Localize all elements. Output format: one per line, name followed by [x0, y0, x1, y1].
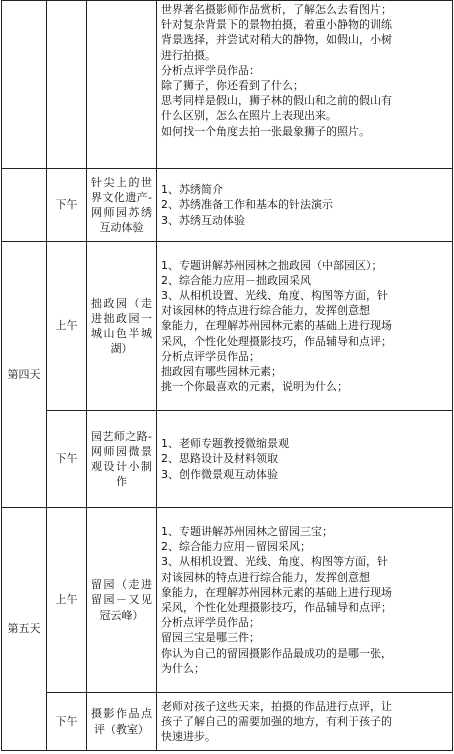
content-line: 1、专题讲解苏州园林之拙政园（中部园区）； [161, 258, 383, 272]
topic-cell [87, 1, 157, 169]
day-cell [2, 508, 47, 751]
day-cell [2, 242, 47, 508]
content-line: 进行拍摄。 [161, 48, 216, 62]
table-row [2, 693, 453, 751]
content-line: 3、苏绣互动体验 [161, 213, 245, 227]
topic-cell [87, 242, 157, 411]
content-line: 背景选择，并尝试对稍大的静物，如假山，小树 [161, 33, 392, 47]
content-cell [157, 1, 453, 169]
content-line: 挑一个你最喜欢的元素，说明为什么； [161, 380, 348, 394]
content-line: 象能力，在理解苏州园林元素的基础上进行现场 [161, 585, 392, 599]
content-cell [157, 242, 453, 411]
content-line: 3、创作微景观互动体验 [161, 467, 278, 481]
content-line: 老师对孩子这些天来，拍摄的作品进行点评，让 [161, 699, 392, 713]
period-cell [47, 411, 87, 508]
content-line: 思考同样是假山，狮子林的假山和之前的假山有 [161, 94, 392, 108]
topic-label: 留园（走进留园－又见冠云峰） [91, 578, 152, 622]
period-label: 上午 [55, 319, 78, 333]
content-line: 针对复杂背景下的景物拍摄，着重小静物的训练 [161, 18, 392, 32]
content-line: 采风，个性化处理摄影技巧，作品辅导和点评； [161, 601, 392, 614]
day-cell [2, 1, 47, 169]
content-cell [157, 411, 453, 508]
period-label: 上午 [55, 593, 78, 607]
content-line: 世界著名摄影师作品赏析，了解怎么去看图片； [161, 3, 392, 16]
content-line: 采风，个性化处理摄影技巧，作品辅导和点评； [161, 334, 392, 348]
table-row [2, 411, 453, 508]
period-cell [47, 1, 87, 169]
content-line: 孩子了解自己的需要加强的地方，有利于孩子的 [161, 714, 392, 728]
content-line: 2、苏绣准备工作和基本的针法演示 [161, 198, 333, 212]
content-line: 什么区别，怎么在照片上表现出来。 [161, 109, 337, 123]
period-cell [47, 242, 87, 411]
table-row [2, 508, 453, 693]
table-row [2, 1, 453, 169]
period-label: 下午 [55, 452, 78, 466]
content-line: 象能力，在理解苏州园林元素的基础上进行现场 [161, 319, 392, 333]
content-line: 分析点评学员作品； [161, 349, 260, 363]
day-label: 第四天 [7, 367, 41, 381]
topic-cell [87, 693, 157, 751]
topic-label: 摄影作品点评（教室） [91, 707, 152, 736]
content-line: 快速进步。 [161, 730, 216, 744]
content-line: 除了狮子，你还看到了什么； [161, 79, 304, 93]
content-cell [157, 693, 453, 751]
content-line: 1、苏绣简介 [161, 183, 223, 197]
period-label: 下午 [55, 198, 78, 212]
topic-cell [87, 169, 157, 242]
content-line: 1、老师专题教授微缩景观 [161, 437, 289, 451]
content-line: 拙政园有哪些园林元素； [161, 365, 282, 378]
table-row [2, 242, 453, 411]
content-line: 留园三宝是哪三件； [161, 631, 260, 645]
period-cell [47, 693, 87, 751]
content-line: 对该园林的特点进行综合能力，发挥创意想 [161, 304, 370, 318]
content-line: 对该园林的特点进行综合能力，发挥创意想 [161, 570, 370, 584]
topic-cell [87, 411, 157, 508]
topic-label: 针尖上的世界文化遗产-网师园苏绣互动体验 [91, 175, 152, 235]
period-cell [47, 508, 87, 693]
content-line: 2、思路设计及材料领取 [161, 452, 278, 466]
content-line: 为什么； [161, 661, 205, 675]
day-cell [2, 169, 47, 242]
content-cell [157, 169, 453, 242]
content-line: 1、专题讲解苏州园林之留园三宝； [161, 524, 333, 538]
period-cell [47, 169, 87, 242]
content-cell [157, 508, 453, 693]
table-row [2, 169, 453, 242]
topic-label: 园艺师之路-网师园微景观设计小制作 [91, 429, 152, 489]
content-line: 如何找一个角度去拍一张最象狮子的照片。 [161, 124, 370, 138]
content-line: 2、综合能力应用－拙政园采风 [161, 273, 311, 287]
content-line: 分析点评学员作品； [161, 616, 260, 630]
content-line: 你认为自己的留园摄影作品最成功的是哪一张， [161, 646, 392, 660]
schedule-table [1, 0, 453, 751]
content-line: 3、从相机设置、光线、角度、构图等方面，针 [161, 555, 388, 569]
topic-label: 拙政园（走进拙政园一城山色半城湖） [91, 296, 152, 356]
content-line: 2、综合能力应用－留园采风； [161, 540, 311, 554]
content-line: 分析点评学员作品： [161, 63, 260, 77]
content-line: 3、从相机设置、光线、角度、构图等方面，针 [161, 288, 388, 302]
topic-cell [87, 508, 157, 693]
day-label: 第五天 [7, 622, 41, 636]
period-label: 下午 [55, 714, 78, 728]
